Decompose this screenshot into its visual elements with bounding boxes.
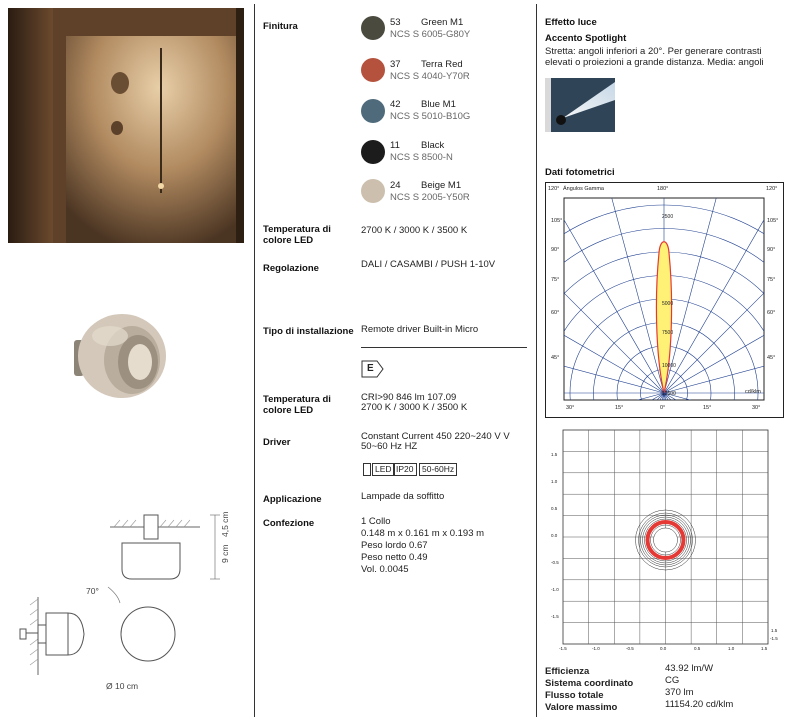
swatch-ncs: NCS S 8500-N (390, 152, 453, 163)
iso-y-tick: -1.0 (551, 587, 559, 592)
polar-bottom-angle: 30° (566, 405, 575, 411)
polar-right-angle: 60° (767, 310, 776, 316)
polar-left-angle: 105° (551, 218, 563, 224)
eff-label: Efficienza (545, 666, 590, 677)
iso-y-tick: 0.5 (551, 506, 558, 511)
swatch-name: Beige M1 (421, 180, 462, 191)
swatch-number: 53 (390, 17, 401, 28)
badge-led: LED (372, 463, 395, 476)
swatch-name: Black (421, 140, 445, 151)
iso-y-tick: 1.0 (551, 479, 558, 484)
confezione-line: Peso netto 0.49 (361, 552, 428, 563)
polar-left-angle: 75° (551, 277, 560, 283)
polar-right-angle: 45° (767, 355, 776, 361)
installazione-label: Tipo di installazione (263, 326, 354, 337)
eff-label: Valore massimo (545, 702, 618, 713)
product-image (70, 298, 185, 413)
iso-x-tick: -1.0 (592, 646, 600, 651)
eff-label: Sistema coordinato (545, 678, 634, 689)
swatch-ncs: NCS S 2005-Y50R (390, 192, 470, 203)
confezione-line: 1 Collo (361, 516, 391, 527)
polar-radial-label: 7500 (662, 330, 674, 336)
square-icon (363, 463, 371, 476)
polar-bottom-angle: 15° (615, 405, 624, 411)
fotometrici-title: Dati fotometrici (545, 167, 615, 178)
polar-bottom-angle: 15° (703, 405, 712, 411)
applicazione-value: Lampade da soffitto (361, 491, 445, 502)
badge-ip20: IP20 (393, 463, 417, 476)
driver-label: Driver (263, 437, 291, 448)
effetto-description: Stretta: angoli inferiori a 20°. Per generare contrasti elevati o proiezioni a grande distanza. Media: angoli (545, 46, 764, 68)
temp2-label: Temperatura di colore LED (263, 394, 331, 416)
polar-bottom-angle: 0° (660, 405, 666, 411)
polar-header-left: 120° (548, 186, 560, 192)
swatch-ncs: NCS S 5010-B10G (390, 111, 471, 122)
regolazione-value: DALI / CASAMBI / PUSH 1-10V (361, 259, 496, 270)
finitura-label: Finitura (263, 21, 298, 32)
column-divider-left (254, 4, 255, 717)
polar-radial-label: 5000 (662, 301, 674, 307)
iso-corner-top: 1.5 (771, 628, 778, 633)
swatch-black[interactable] (361, 140, 385, 164)
polar-bottom-angle: 30° (752, 405, 761, 411)
angle-label: 70° (86, 586, 99, 596)
eff-value: 370 lm (665, 687, 694, 698)
polar-radial-label: 2500 (662, 214, 674, 220)
eff-value: CG (665, 675, 680, 686)
iso-x-tick: 1.5 (761, 646, 768, 651)
badge-frequency: 50-60Hz (419, 463, 457, 476)
product-room-photo (8, 8, 244, 243)
iso-x-tick: 1.0 (728, 646, 735, 651)
effetto-subtitle: Accento Spotlight (545, 33, 627, 44)
polar-right-angle: 90° (767, 247, 776, 253)
polar-right-angle: 105° (767, 218, 779, 224)
driver-line1: Constant Current 450 220~240 V V (361, 431, 510, 442)
iso-y-tick: -1.5 (551, 614, 559, 619)
iso-y-tick: -0.5 (551, 560, 559, 565)
iso-x-tick: 0.0 (660, 646, 667, 651)
height-total-label: 9 cm (220, 544, 230, 563)
swatch-blue-m1[interactable] (361, 99, 385, 123)
polar-header-caption: Ángulos Gamma (563, 186, 604, 192)
eff-label: Flusso totale (545, 690, 604, 701)
installazione-value: Remote driver Built-in Micro (361, 324, 479, 335)
temp-label: Temperatura di colore LED (263, 224, 331, 246)
diameter-label: Ø 10 cm (106, 681, 139, 691)
iso-y-tick: 1.5 (551, 452, 558, 457)
swatch-beige-m1[interactable] (361, 179, 385, 203)
polar-left-angle: 90° (551, 247, 560, 253)
driver-line2: 50~60 Hz HZ (361, 441, 418, 452)
confezione-line: 0.148 m x 0.161 m x 0.193 m (361, 528, 485, 539)
temp2-line2: 2700 K / 3000 K / 3500 K (361, 402, 468, 413)
polar-photometric-chart (545, 182, 784, 418)
energy-class-badge (361, 360, 385, 378)
polar-left-angle: 60° (551, 310, 560, 316)
swatch-number: 42 (390, 99, 401, 110)
iso-corner-bottom: -1.5 (770, 636, 778, 641)
energy-class-letter: E (367, 363, 374, 374)
swatch-name: Green M1 (421, 17, 464, 28)
polar-header-right: 120° (766, 186, 778, 192)
swatch-name: Terra Red (421, 59, 463, 70)
swatch-name: Blue M1 (421, 99, 456, 110)
iso-x-tick: -0.5 (626, 646, 634, 651)
polar-unit: cd/klm (745, 389, 761, 395)
regolazione-label: Regolazione (263, 263, 319, 274)
eff-value: 11154.20 cd/klm (665, 699, 734, 710)
temp-value: 2700 K / 3000 K / 3500 K (361, 225, 468, 236)
temp2-line1: CRI>90 846 lm 107.09 (361, 392, 457, 403)
confezione-line: Vol. 0.0045 (361, 564, 409, 575)
polar-right-angle: 75° (767, 277, 776, 283)
swatch-ncs: NCS S 4040-Y70R (390, 71, 470, 82)
polar-header-center: 180° (657, 186, 669, 192)
iso-x-tick: 0.5 (694, 646, 701, 651)
column-divider-right (536, 4, 537, 717)
isolux-chart (545, 424, 782, 658)
confezione-line: Peso lordo 0.67 (361, 540, 428, 551)
polar-radial-label: 12500 (662, 391, 676, 397)
spec-divider (361, 347, 527, 348)
swatch-number: 24 (390, 180, 401, 191)
iso-center (654, 528, 678, 552)
swatch-number: 37 (390, 59, 401, 70)
swatch-ncs: NCS S 6005-G80Y (390, 29, 471, 40)
swatch-green-m1[interactable] (361, 16, 385, 40)
effetto-title: Effetto luce (545, 17, 597, 28)
height-part-label: 4,5 cm (220, 511, 230, 537)
polar-left-angle: 45° (551, 355, 560, 361)
swatch-number: 11 (390, 140, 400, 151)
polar-radial-label: 10000 (662, 363, 676, 369)
eff-value: 43.92 lm/W (665, 663, 714, 674)
iso-y-tick: 0.0 (551, 533, 558, 538)
dimension-drawing (10, 505, 250, 710)
applicazione-label: Applicazione (263, 494, 322, 505)
confezione-label: Confezione (263, 518, 315, 529)
swatch-terra-red[interactable] (361, 58, 385, 82)
spotlight-effect-icon (545, 78, 615, 132)
iso-x-tick: -1.5 (559, 646, 567, 651)
